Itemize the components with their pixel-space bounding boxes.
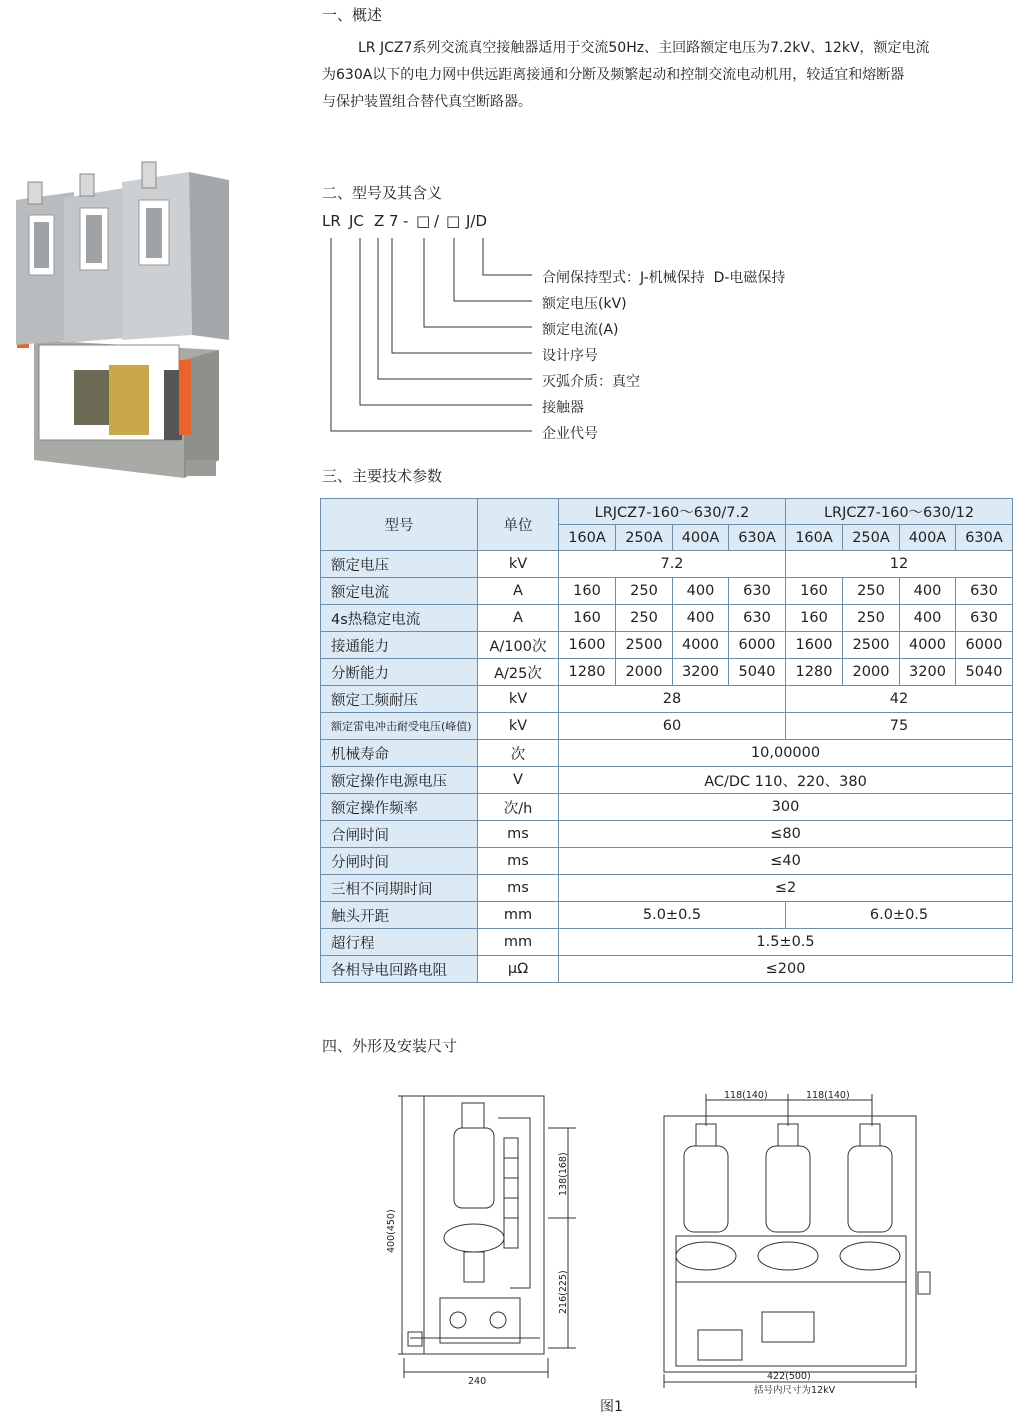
model-part-current-box: □ [416,212,431,230]
spec-row-unit: 次 [478,740,559,767]
spec-cell: 250 [843,578,900,605]
spec-row-label: 超行程 [321,929,478,956]
spec-cell: ≤2 [559,875,1013,902]
spec-row-unit: ms [478,821,559,848]
spec-row-unit: 次/h [478,794,559,821]
spec-row-label: 接通能力 [321,632,478,659]
header-current: 250A [843,525,900,551]
spec-cell: 5040 [956,659,1013,686]
spec-row [321,821,1013,848]
paragraph-line-1: LR JCZ7系列交流真空接触器适用于交流50Hz、主回路额定电压为7.2kV、12kV，额定电流 [358,40,930,56]
figure-caption: 图1 [600,1399,623,1415]
spec-cell: 42 [786,686,1013,713]
spec-row [321,632,1013,659]
spec-cell: ≤40 [559,848,1013,875]
section1-title: 一、概述 [322,6,383,24]
header-current: 400A [900,525,956,551]
spec-cell: 1280 [559,659,616,686]
legend-rated-current: 额定电流(A) [542,322,619,338]
spec-row-label: 额定操作电源电压 [321,767,478,794]
spec-cell: 6000 [729,632,786,659]
spec-cell: 3200 [673,659,729,686]
spec-cell: 160 [559,605,616,632]
spec-row [321,794,1013,821]
product-photo [14,160,236,482]
spec-cell: 5.0±0.5 [559,902,786,929]
spec-row [321,686,1013,713]
model-part-z: Z [374,212,385,230]
spec-cell: 1600 [786,632,843,659]
spec-cell: 3200 [900,659,956,686]
spec-cell: 12 [786,551,1013,578]
model-part-jc: JC [349,212,364,230]
spec-row [321,713,1013,740]
spec-cell: 160 [559,578,616,605]
spec-cell: 400 [673,578,729,605]
spec-row-label: 机械寿命 [321,740,478,767]
legend-contactor: 接触器 [542,400,584,416]
spec-row-unit: kV [478,686,559,713]
spec-row [321,740,1013,767]
header-current: 250A [616,525,673,551]
spec-cell: 250 [616,578,673,605]
spec-cell: 400 [900,605,956,632]
spec-cell: 630 [729,578,786,605]
spec-body [321,551,1013,983]
spec-cell: 7.2 [559,551,786,578]
spec-row-unit: mm [478,902,559,929]
legend-company-code: 企业代号 [542,426,598,442]
spec-row [321,875,1013,902]
dim-right-width: 422(500) [767,1371,811,1382]
spec-cell: 160 [786,578,843,605]
model-part-lr: LR [322,212,341,230]
spec-cell: 250 [616,605,673,632]
spec-cell: 400 [900,578,956,605]
spec-row [321,605,1013,632]
spec-row [321,578,1013,605]
spec-cell: 2000 [616,659,673,686]
header-group-12kv: LRJCZ7-160～630/12 [786,499,1013,525]
header-unit: 单位 [478,499,559,551]
header-current: 160A [786,525,843,551]
model-part-7: 7 [389,212,399,230]
section1-paragraph [322,35,1015,116]
model-part-dash: - [403,212,409,230]
spec-header-row-1 [321,499,1013,525]
spec-cell: 630 [729,605,786,632]
spec-cell: 1600 [559,632,616,659]
model-part-voltage-box: □ [446,212,461,230]
spec-row [321,929,1013,956]
spec-row-unit: A [478,578,559,605]
dim-right-pitch-2: 118(140) [806,1090,850,1101]
spec-row [321,551,1013,578]
header-current: 630A [956,525,1013,551]
spec-table [320,498,1013,983]
spec-row-unit: A/100次 [478,632,559,659]
spec-row-unit: mm [478,929,559,956]
front-view-drawing [650,1086,940,1398]
model-legend [542,265,785,447]
spec-row-label: 额定工频耐压 [321,686,478,713]
spec-cell: 28 [559,686,786,713]
model-part-jd: J/D [466,212,488,230]
header-model: 型号 [321,499,478,551]
spec-cell: 630 [956,578,1013,605]
header-current: 630A [729,525,786,551]
paragraph-line-3: 与保护装置组合替代真空断路器。 [322,94,532,110]
spec-row-label: 分断能力 [321,659,478,686]
spec-cell: 250 [843,605,900,632]
legend-design-number: 设计序号 [542,348,598,364]
legend-rated-voltage: 额定电压(kV) [542,296,627,312]
spec-row-label: 合闸时间 [321,821,478,848]
spec-cell: 160 [786,605,843,632]
model-code [322,212,522,232]
header-current: 400A [673,525,729,551]
spec-cell: AC/DC 110、220、380 [559,767,1013,794]
section3-title: 三、主要技术参数 [322,467,443,485]
legend-closing-type: 合闸保持型式：J-机械保持 D-电磁保持 [542,270,786,286]
spec-row-unit: V [478,767,559,794]
spec-row-label: 额定电压 [321,551,478,578]
spec-cell: 2500 [843,632,900,659]
spec-row-unit: ms [478,875,559,902]
section2-title: 二、型号及其含义 [322,184,443,202]
spec-cell: 75 [786,713,1013,740]
spec-row-label: 额定电流 [321,578,478,605]
spec-row [321,902,1013,929]
spec-cell: 1280 [786,659,843,686]
spec-row-unit: kV [478,551,559,578]
spec-row-label: 分闸时间 [321,848,478,875]
spec-cell: 4000 [673,632,729,659]
dim-left-upper: 138(168) [558,1152,569,1196]
spec-cell: 5040 [729,659,786,686]
spec-cell: 2000 [843,659,900,686]
spec-row [321,767,1013,794]
dim-left-width: 240 [468,1376,487,1387]
spec-cell: 60 [559,713,786,740]
spec-row-label: 触头开距 [321,902,478,929]
spec-row [321,956,1013,983]
side-view-drawing [380,1088,580,1388]
spec-cell: 4000 [900,632,956,659]
header-current: 160A [559,525,616,551]
spec-row-unit: μΩ [478,956,559,983]
spec-cell: 6.0±0.5 [786,902,1013,929]
spec-row-label: 各相导电回路电阻 [321,956,478,983]
header-group-7-2kv: LRJCZ7-160～630/7.2 [559,499,786,525]
spec-cell: 6000 [956,632,1013,659]
spec-cell: 10,00000 [559,740,1013,767]
spec-cell: 2500 [616,632,673,659]
spec-cell: 630 [956,605,1013,632]
paragraph-line-2: 为630A以下的电力网中供远距离接通和分断及频繁起动和控制交流电动机用，较适宜和熔断器 [322,67,905,83]
spec-row [321,848,1013,875]
spec-row-unit: kV [478,713,559,740]
model-legend-lines [320,232,540,442]
spec-cell: 1.5±0.5 [559,929,1013,956]
dim-left-height: 400(450) [386,1209,397,1253]
spec-row-unit: A/25次 [478,659,559,686]
spec-cell: 300 [559,794,1013,821]
dim-right-pitch-1: 118(140) [724,1090,768,1101]
spec-cell: 400 [673,605,729,632]
dim-right-note: 括号内尺寸为12kV [754,1385,836,1396]
spec-cell: ≤80 [559,821,1013,848]
spec-row-label: 4s热稳定电流 [321,605,478,632]
spec-row [321,659,1013,686]
spec-row-unit: A [478,605,559,632]
spec-cell: ≤200 [559,956,1013,983]
spec-row-label: 三相不同期时间 [321,875,478,902]
legend-arc-medium: 灭弧介质：真空 [542,374,640,390]
spec-row-label: 额定操作频率 [321,794,478,821]
section4-title: 四、外形及安装尺寸 [322,1037,458,1055]
spec-row-unit: ms [478,848,559,875]
dim-left-lower: 216(225) [558,1270,569,1314]
spec-row-label: 额定雷电冲击耐受电压(峰值) [321,713,478,740]
model-part-slash: / [434,212,440,230]
